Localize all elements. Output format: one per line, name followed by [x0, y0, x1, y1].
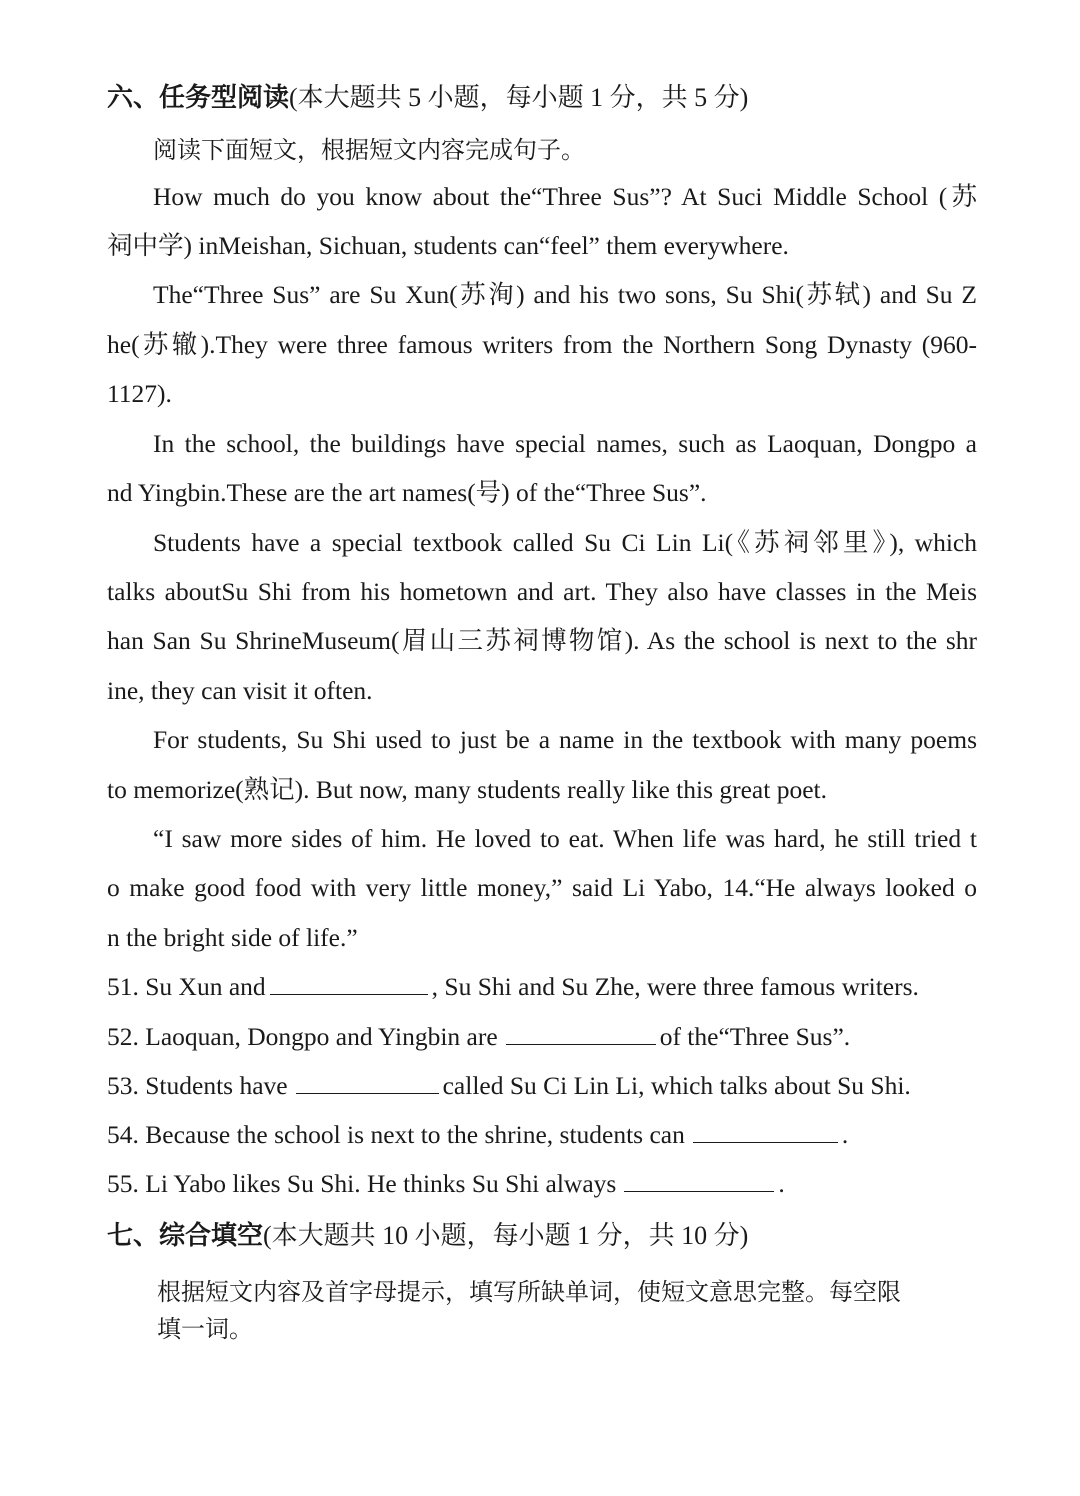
answer-blank-53[interactable]: [296, 1071, 439, 1094]
question-55: [107, 1169, 977, 1199]
passage-line: n the bright side of life.”: [107, 923, 358, 952]
passage-line: Students have a special textbook called Su Ci Lin Li(《苏祠邻里》), which: [153, 528, 977, 557]
question-text-after: .: [778, 1169, 785, 1198]
question-text-before: 53. Students have: [107, 1071, 288, 1100]
passage-line: nd Yingbin.These are the art names(号) of the“Three Sus”.: [107, 478, 707, 507]
question-text-after: , Su Shi and Su Zhe, were three famous writers.: [431, 972, 919, 1001]
question-54: [107, 1120, 977, 1150]
passage-line: o make good food with very little money,” said Li Yabo, 14.“He always looked o: [107, 873, 977, 902]
answer-blank-51[interactable]: [270, 972, 428, 995]
section-7-heading: [107, 1221, 977, 1251]
passage-line: The“Three Sus” are Su Xun(苏洵) and his two sons, Su Shi(苏轼) and Su Z: [153, 280, 977, 309]
answer-blank-55[interactable]: [624, 1169, 774, 1192]
passage-line: he(苏辙).They were three famous writers from the Northern Song Dynasty (960-: [107, 330, 977, 359]
question-text-after: .: [841, 1120, 849, 1149]
passage-line: For students, Su Shi used to just be a name in the textbook with many poems: [153, 725, 977, 754]
passage-line: How much do you know about the“Three Sus”? At Suci Middle School (苏: [153, 182, 977, 211]
passage-line: han San Su ShrineMuseum(眉山三苏祠博物馆). As the school is next to the shr: [107, 626, 977, 655]
section-6-title: 六、任务型阅读: [107, 83, 290, 112]
section-7-instruction: 根据短文内容及首字母提示，填写所缺单词，使短文意思完整。每空限: [157, 1278, 901, 1306]
section-6-heading: [107, 83, 977, 113]
section-7-subtitle: (本大题共 10 小题，每小题 1 分，共 10 分): [263, 1221, 749, 1250]
question-text-before: 51. Su Xun and: [107, 972, 266, 1001]
question-text-after: of the“Three Sus”.: [659, 1022, 851, 1051]
passage-line: In the school, the buildings have special names, such as Laoquan, Dongpo a: [153, 429, 977, 458]
passage-line: talks aboutSu Shi from his hometown and art. They also have classes in the Meis: [107, 577, 977, 606]
passage-line: 1127).: [107, 379, 172, 408]
passage-line: 祠中学) inMeishan, Sichuan, students can“feel” them everywhere.: [107, 231, 789, 260]
question-52: [107, 1022, 977, 1052]
passage-line: ine, they can visit it often.: [107, 676, 373, 705]
section-7-instruction: 填一词。: [157, 1315, 253, 1343]
question-text-before: 54. Because the school is next to the shrine, students can: [107, 1120, 685, 1149]
section-6-subtitle: (本大题共 5 小题，每小题 1 分，共 5 分): [289, 83, 749, 112]
passage-line: to memorize(熟记). But now, many students really like this great poet.: [107, 775, 827, 804]
passage-line: “I saw more sides of him. He loved to eat. When life was hard, he still tried t: [153, 824, 977, 853]
question-text-after: called Su Ci Lin Li, which talks about Su Shi.: [442, 1071, 911, 1100]
question-text-before: 52. Laoquan, Dongpo and Yingbin are: [107, 1022, 498, 1051]
question-53: [107, 1071, 977, 1101]
answer-blank-54[interactable]: [693, 1120, 838, 1143]
section-6-instruction: 阅读下面短文，根据短文内容完成句子。: [153, 136, 585, 164]
section-7-title: 七、综合填空: [107, 1221, 264, 1250]
question-text-before: 55. Li Yabo likes Su Shi. He thinks Su Shi always: [107, 1169, 617, 1198]
answer-blank-52[interactable]: [506, 1022, 656, 1045]
question-51: [107, 972, 977, 1002]
